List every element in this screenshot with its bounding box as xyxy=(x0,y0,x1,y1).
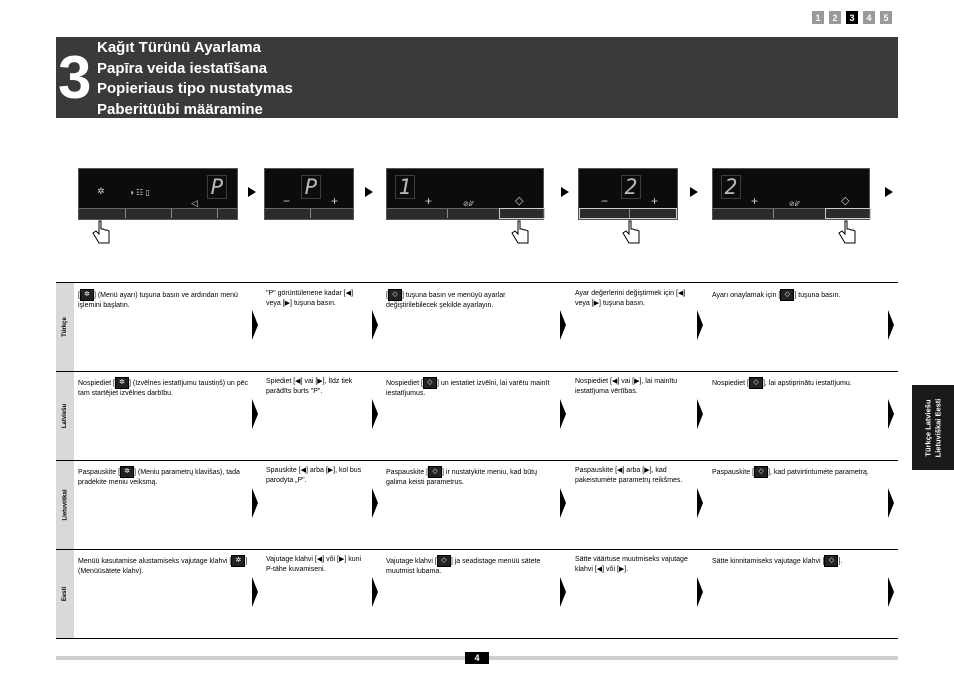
control-panel-3 xyxy=(386,168,544,220)
hand-pointer-icon xyxy=(92,220,112,246)
instruction-tr-4: Ayar değerlerini değiştirmek için [◀] veya [▶] tuşuna basın. xyxy=(575,290,686,307)
minus-label: − xyxy=(283,194,291,208)
flow-arrow xyxy=(560,399,566,429)
title-lv: Papīra veida iestatīšana xyxy=(97,59,268,77)
language-label-tr: Türkçe xyxy=(62,317,68,337)
section-titles xyxy=(97,38,293,120)
instruction-et-4: Sätte väärtuse muutmiseks vajutage klahvi [◀] või [▶]. xyxy=(575,556,688,573)
instruction-lv-1: Nospiediet [ ✲ ] (Izvēlnes iestatījumu taustiņš) un pēc tam startējiet izvēlnes darbību. xyxy=(78,379,249,397)
flow-arrow xyxy=(372,310,378,340)
flow-arrow xyxy=(560,577,566,607)
lcd-display: 1 xyxy=(395,175,415,199)
control-panel-1 xyxy=(78,168,238,220)
menu-icon: ✲ xyxy=(97,186,105,196)
flow-arrow xyxy=(560,310,566,340)
flow-arrow xyxy=(372,577,378,607)
flow-arrow xyxy=(248,187,256,197)
panel-symbols: ◑ ☷ ▯ xyxy=(129,188,150,197)
instruction-lt-2: Spauskite [◀] arba [▶], kol bus parodyta „P". xyxy=(266,467,362,484)
instruction-et-2: Vajutage klahvi [◀] või [▶] kuni P-tähe kuvamiseni. xyxy=(266,556,362,573)
page-tabs xyxy=(812,11,892,24)
flow-arrow xyxy=(560,488,566,518)
title-et: Paberitüübi määramine xyxy=(97,100,263,118)
page-number: 4 xyxy=(465,652,489,664)
lcd-display: 2 xyxy=(721,175,741,199)
ok-icon: ◇ xyxy=(841,195,850,207)
instruction-lv-4: Nospiediet [◀] vai [▶], lai mainītu iestatījuma vērtības. xyxy=(575,378,678,395)
flow-arrow xyxy=(888,577,894,607)
plus-label: + xyxy=(751,194,759,208)
language-label-lv: Latviešu xyxy=(62,403,68,429)
instruction-lt-4: Paspauskite [◀] arba [▶], kad pakeistumėte parametrų reikšmes. xyxy=(575,467,683,484)
instruction-tr-2: "P" görüntülenene kadar [◀] veya [▶] tuşuna basın. xyxy=(266,290,354,307)
flow-arrow xyxy=(252,488,258,518)
flow-arrow xyxy=(372,399,378,429)
flow-arrow xyxy=(888,310,894,340)
lcd-display: P xyxy=(207,175,227,199)
instruction-lt-1: Paspauskite [ ✲ ] (Meniu parametrų klavišas), tada pradėkite meniu veiksmą. xyxy=(78,468,240,486)
flow-arrow xyxy=(690,187,698,197)
hand-pointer-icon xyxy=(511,220,531,246)
instruction-lv-5: Nospiediet [ ◇ ], lai apstiprinātu iestatījumu. xyxy=(712,377,887,389)
flow-arrow xyxy=(885,187,893,197)
ok-icon: ◇ xyxy=(515,195,524,207)
flow-arrow xyxy=(697,399,703,429)
control-panel-4 xyxy=(578,168,678,220)
lcd-display: P xyxy=(301,175,321,199)
mode-icon: ⊘/⁄⁄ xyxy=(463,201,474,208)
flow-arrow xyxy=(888,399,894,429)
hand-pointer-icon xyxy=(622,220,642,246)
instruction-lt-5: Paspauskite [ ◇ ], kad patvirtintumėte parametrą. xyxy=(712,466,872,478)
instruction-tr-3: ◇ ] tuşuna basın ve menüyü ayarlar değiştirilebilecek şekilde ayarlayın. xyxy=(386,291,506,309)
instruction-et-1: Menüü kasutamise alustamiseks vajutage klahvi [ ✲ ] (Menüüsätete klahv). xyxy=(78,557,248,575)
flow-arrow xyxy=(561,187,569,197)
title-lt: Popieriaus tipo nustatymas xyxy=(97,80,293,97)
language-side-tab: Türkçe Latviešu Lietuviškai Eesti xyxy=(912,385,954,470)
flow-arrow xyxy=(697,488,703,518)
left-arrow-icon: ◁ xyxy=(191,198,198,208)
instruction-et-3: Vajutage klahvi [ ◇ ] ja seadistage menüü sätete muutmist lubama. xyxy=(386,557,541,575)
flow-arrow xyxy=(372,488,378,518)
flow-arrow xyxy=(252,577,258,607)
hand-pointer-icon xyxy=(838,220,858,246)
flow-arrow xyxy=(252,310,258,340)
title-tr: Kağıt Türünü Ayarlama xyxy=(97,39,261,56)
mode-icon: ⊘/⁄⁄ xyxy=(789,201,800,208)
plus-label: + xyxy=(425,194,433,208)
language-label-et: Eesti xyxy=(62,586,68,602)
page-tab-4[interactable]: 4 xyxy=(863,11,875,24)
control-panel-2 xyxy=(264,168,354,220)
instruction-lt-3: Paspauskite [ ◇ ] ir nustatykite meniu, kad būtų galima keisti parametrus. xyxy=(386,468,537,486)
language-label-lt: Lietuviškai xyxy=(62,489,69,521)
flow-arrow xyxy=(697,577,703,607)
flow-arrow xyxy=(252,399,258,429)
flow-arrow xyxy=(888,488,894,518)
lcd-display: 2 xyxy=(621,175,641,199)
page-tab-5[interactable]: 5 xyxy=(880,11,892,24)
plus-label: + xyxy=(331,194,339,208)
control-panel-5 xyxy=(712,168,870,220)
page-tab-3[interactable]: 3 xyxy=(846,11,858,24)
page-tab-1[interactable]: 1 xyxy=(812,11,824,24)
instruction-tr-5: Ayarı onaylamak için [ ◇ ] tuşuna basın. xyxy=(712,289,887,301)
instruction-et-5: Sätte kinnitamiseks vajutage klahvi [ ◇ ]. xyxy=(712,555,872,567)
instruction-lv-3: Nospiediet [ ◇ ] un iestatiet izvēlni, lai varētu mainīt iestatījumus. xyxy=(386,379,550,397)
step-number: 3 xyxy=(58,44,92,111)
flow-arrow xyxy=(365,187,373,197)
plus-label: + xyxy=(651,194,659,208)
flow-arrow xyxy=(697,310,703,340)
instruction-tr-1: ✲ ] (Menü ayarı) tuşuna basın ve ardından menü işlemini başlatın. xyxy=(78,291,238,309)
page-tab-2[interactable]: 2 xyxy=(829,11,841,24)
minus-label: − xyxy=(601,194,609,208)
instruction-lv-2: Spiediet [◀] vai [▶], līdz tiek parādīts burts "P". xyxy=(266,378,353,395)
